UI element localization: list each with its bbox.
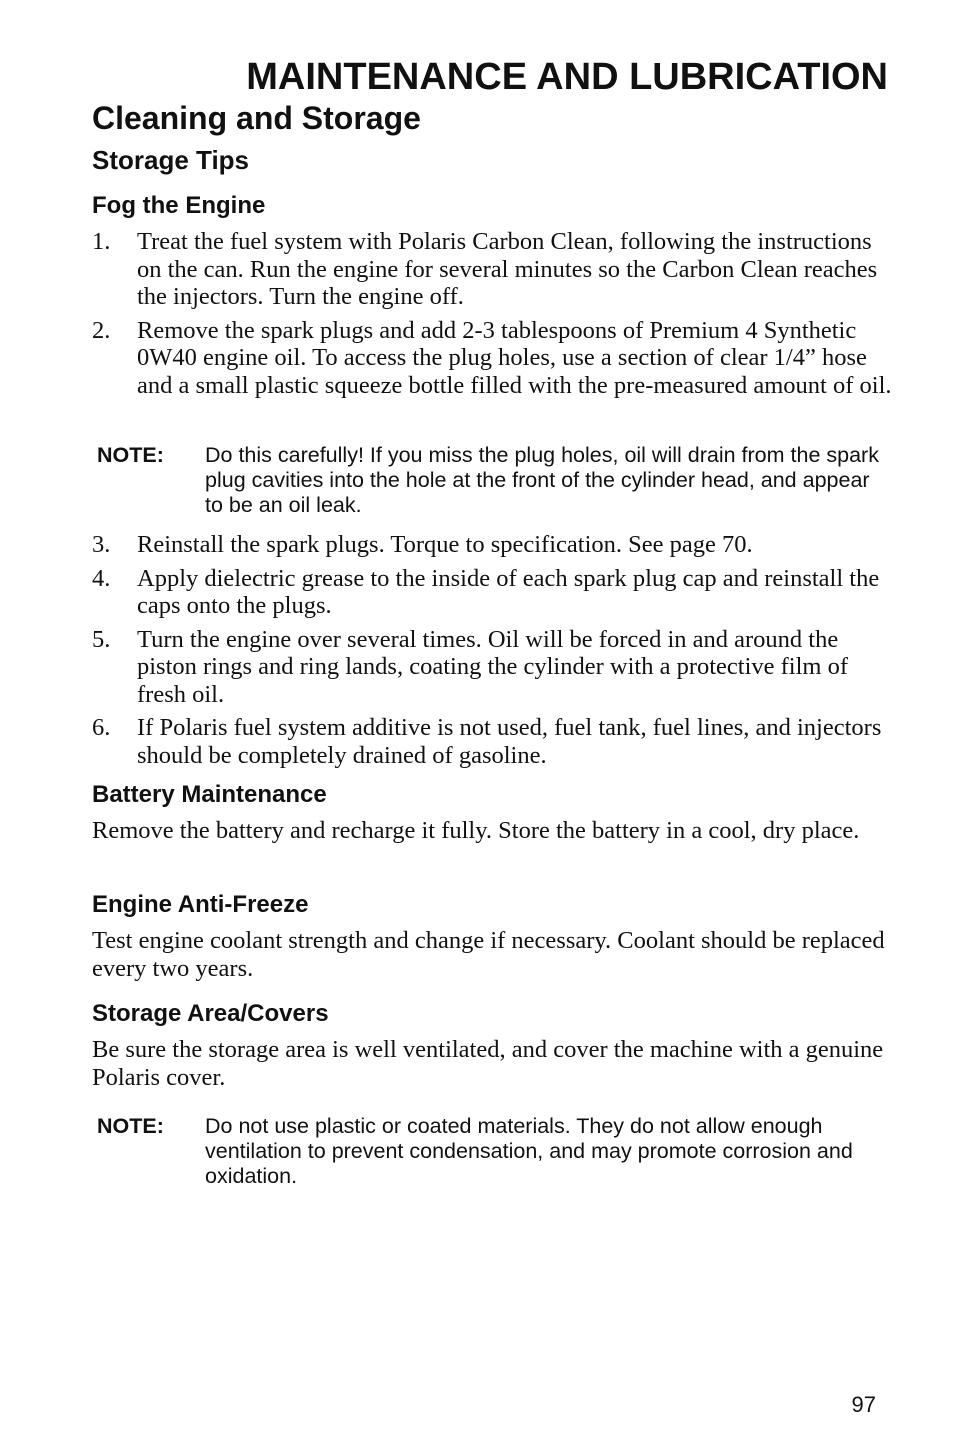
step-number: 3.	[92, 531, 111, 558]
step-text: Apply dielectric grease to the inside of each spark plug cap and reinstall the caps onto the plugs.	[137, 564, 880, 619]
list-item	[92, 565, 892, 620]
note-text: Do not use plastic or coated materials. They do not allow enough ventilation to prevent condensation, and may promote corrosion and oxidation.	[205, 1114, 853, 1188]
list-item	[92, 714, 892, 769]
chapter-title: MAINTENANCE AND LUBRICATION	[246, 56, 888, 98]
antifreeze-text: Test engine coolant strength and change if necessary. Coolant should be replaced every two years.	[92, 927, 885, 982]
list-item	[92, 317, 892, 400]
note-label: NOTE:	[97, 1114, 164, 1138]
fog-steps-list-b	[92, 531, 892, 775]
step-text: Treat the fuel system with Polaris Carbon Clean, following the instructions on the can. Run the engine for several minutes so the Carbon Clean reaches the injectors. Turn the engine off.	[137, 228, 878, 310]
antifreeze-heading: Engine Anti-Freeze	[92, 891, 309, 918]
step-number: 2.	[92, 316, 111, 344]
note-materials	[97, 1114, 887, 1189]
step-number: 5.	[92, 625, 111, 653]
note-label: NOTE:	[97, 443, 164, 467]
battery-text: Remove the battery and recharge it fully. Store the battery in a cool, dry place.	[92, 817, 860, 844]
step-number: 6.	[92, 714, 111, 741]
battery-heading: Battery Maintenance	[92, 781, 327, 808]
step-number: 4.	[92, 564, 111, 592]
fog-engine-heading: Fog the Engine	[92, 192, 266, 219]
step-text: Reinstall the spark plugs. Torque to specification. See page 70.	[137, 531, 753, 558]
page-number: 97	[851, 1392, 876, 1417]
step-text: Remove the spark plugs and add 2-3 tablespoons of Premium 4 Synthetic 0W40 engine oil. To access the plug holes, use a section of clear 1/4” hose and a small plastic squeeze bottle filled with the pre-measured amount of oil.	[137, 316, 892, 399]
fog-steps-list-a	[92, 228, 892, 405]
storage-area-text: Be sure the storage area is well ventilated, and cover the machine with a genuine Polaris cover.	[92, 1036, 884, 1091]
list-item	[92, 626, 892, 709]
note-text: Do this carefully! If you miss the plug holes, oil will drain from the spark plug cavities into the hole at the front of the cylinder head, and appear to be an oil leak.	[205, 443, 879, 517]
step-text: If Polaris fuel system additive is not used, fuel tank, fuel lines, and injectors should be completely drained of gasoline.	[137, 714, 882, 769]
section-title: Cleaning and Storage	[92, 100, 421, 136]
step-text: Turn the engine over several times. Oil will be forced in and around the piston rings and ring lands, coating the cylinder with a protective film of fresh oil.	[137, 625, 849, 708]
subsection-title: Storage Tips	[92, 145, 250, 175]
note-plug-holes	[97, 443, 887, 518]
list-item	[92, 228, 892, 311]
storage-area-heading: Storage Area/Covers	[92, 1000, 329, 1027]
step-number: 1.	[92, 228, 111, 255]
list-item	[92, 531, 892, 559]
